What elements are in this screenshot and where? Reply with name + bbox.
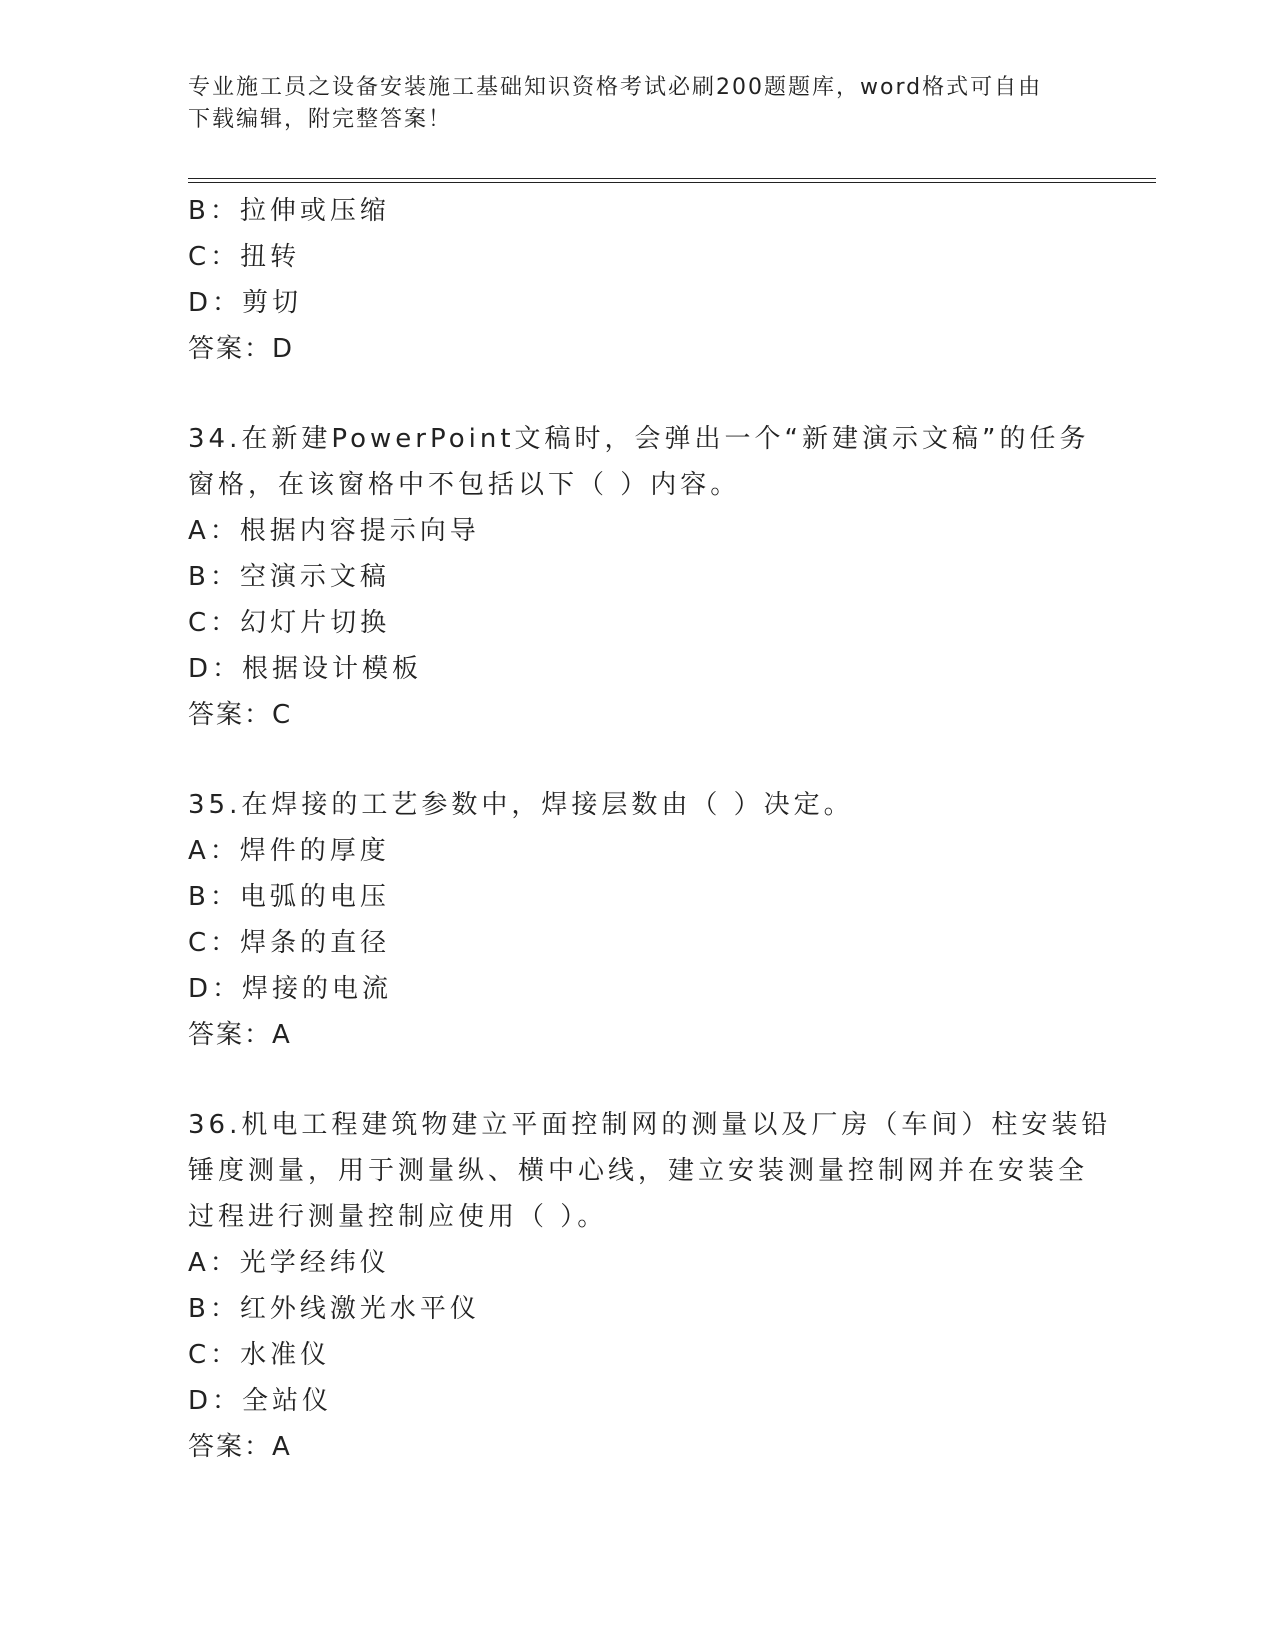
option-b: B：空演示文稿 [188, 562, 390, 592]
answer-line: 答案：C [188, 700, 293, 730]
spacer [188, 372, 1088, 416]
header-line-1: 专业施工员之设备安装施工基础知识资格考试必刷200题题库，word格式可自由 [188, 75, 1043, 100]
spacer [188, 738, 1088, 782]
question-stem-line: 35.在焊接的工艺参数中，焊接层数由（ ）决定。 [188, 790, 854, 820]
document-header [188, 72, 1088, 136]
question-stem-line: 窗格，在该窗格中不包括以下（ ）内容。 [188, 470, 741, 500]
question-stem-line: 过程进行测量控制应使用（ ）。 [188, 1202, 608, 1232]
option-d: D：剪切 [188, 288, 303, 318]
option-d: D：全站仪 [188, 1386, 333, 1416]
option-c: C：扭转 [188, 242, 301, 272]
answer-line: 答案：A [188, 1432, 292, 1462]
option-c: C：幻灯片切换 [188, 608, 391, 638]
option-b: B：红外线激光水平仪 [188, 1294, 480, 1324]
question-stem-line: 36.机电工程建筑物建立平面控制网的测量以及厂房（车间）柱安装铅 [188, 1110, 1112, 1140]
header-divider-bottom [188, 182, 1156, 183]
header-divider-top [188, 178, 1156, 179]
option-b: B：拉伸或压缩 [188, 196, 390, 226]
question-stem-line: 锤度测量，用于测量纵、横中心线，建立安装测量控制网并在安装全 [188, 1156, 1089, 1186]
header-line-2: 下载编辑，附完整答案！ [188, 107, 453, 132]
spacer [188, 1058, 1088, 1102]
option-d: D：根据设计模板 [188, 654, 423, 684]
option-a: A：根据内容提示向导 [188, 516, 480, 546]
answer-line: 答案：D [188, 334, 295, 364]
answer-line: 答案：A [188, 1020, 292, 1050]
option-c: C：焊条的直径 [188, 928, 391, 958]
question-list [188, 188, 1112, 1470]
option-c: C：水准仪 [188, 1340, 331, 1370]
question-34 [188, 416, 1088, 738]
question-36 [188, 1102, 1112, 1470]
question-33-continued [188, 188, 1088, 372]
question-stem-line: 34.在新建PowerPoint文稿时，会弹出一个“新建演示文稿”的任务 [188, 424, 1090, 454]
option-a: A：光学经纬仪 [188, 1248, 390, 1278]
option-b: B：电弧的电压 [188, 882, 390, 912]
option-a: A：焊件的厚度 [188, 836, 390, 866]
question-35 [188, 782, 1088, 1058]
option-d: D：焊接的电流 [188, 974, 393, 1004]
